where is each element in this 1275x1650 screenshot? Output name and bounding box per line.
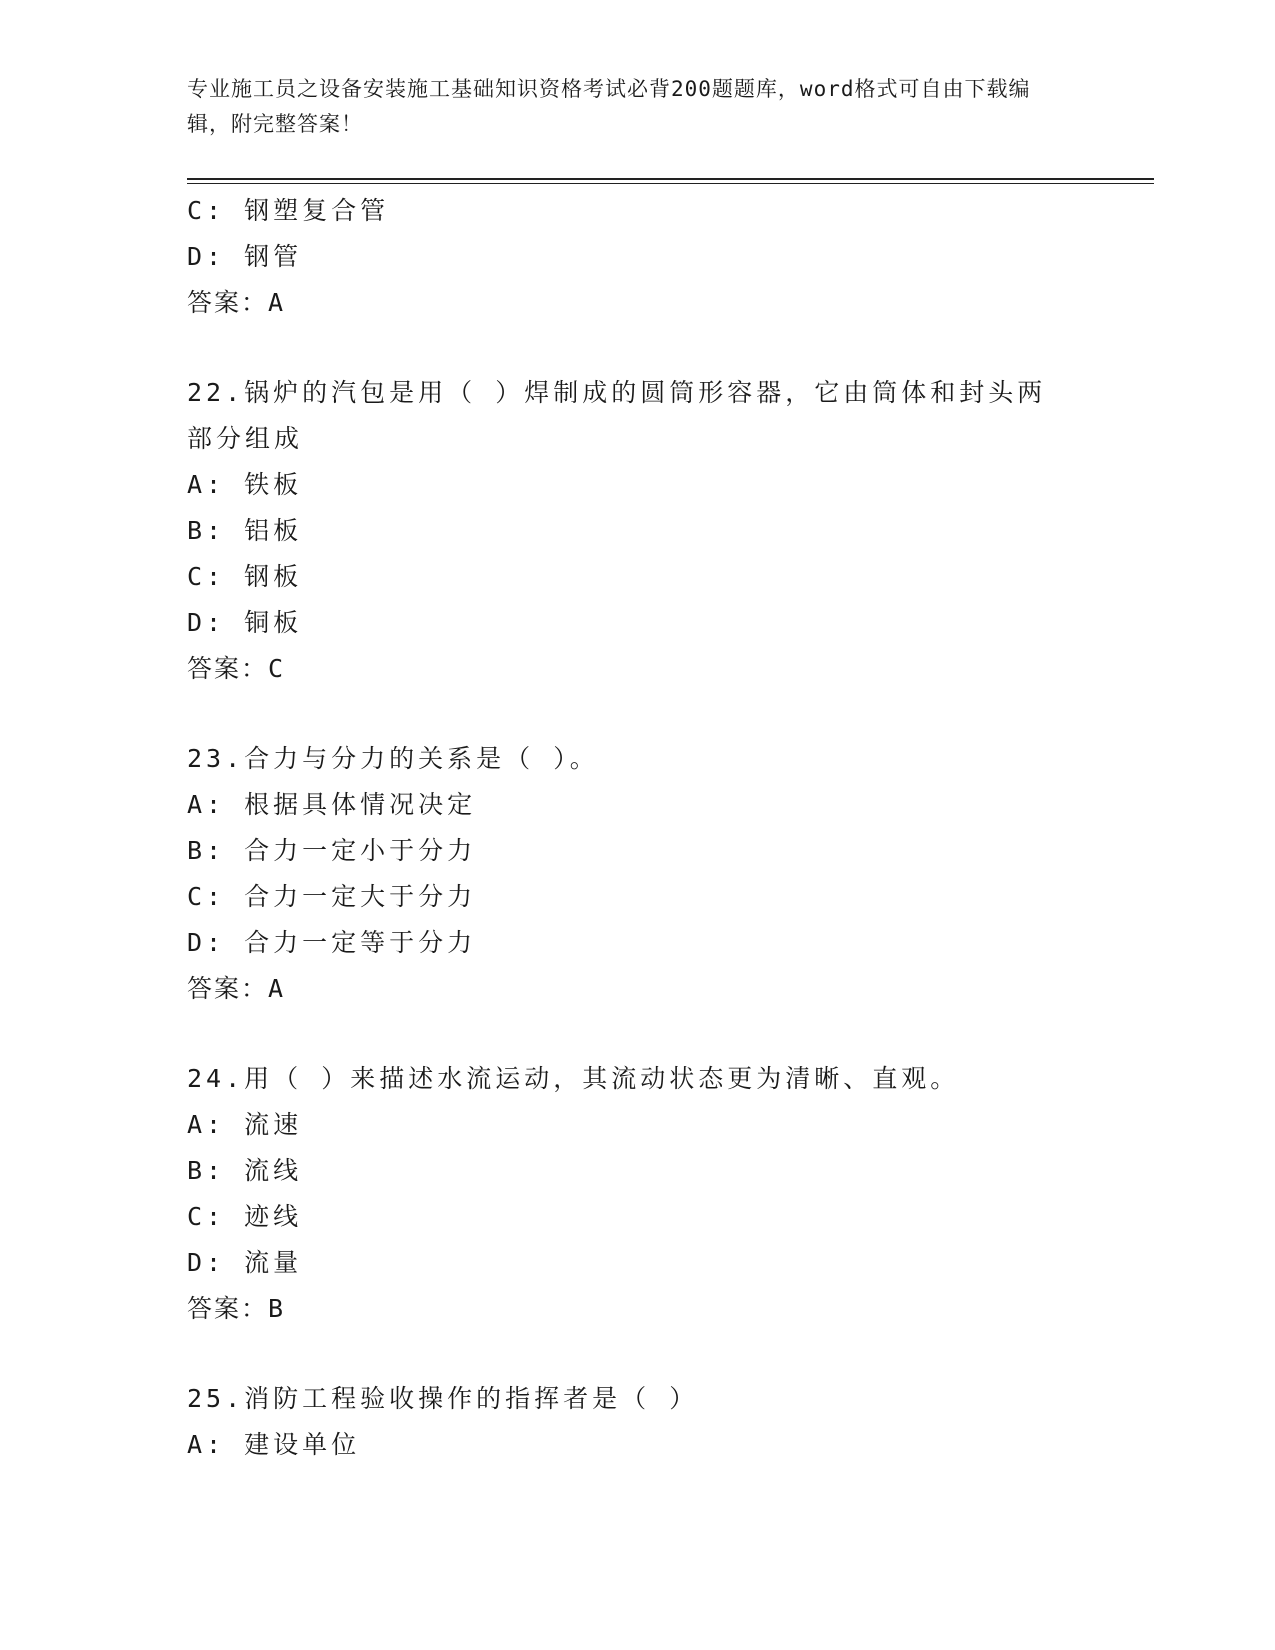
question-block (187, 1056, 1067, 1332)
header-divider-thick (187, 178, 1154, 180)
option-a: A: 建设单位 (187, 1430, 361, 1459)
option-b: B: 流线 (187, 1156, 303, 1185)
question-text: 25.消防工程验收操作的指挥者是（ ） (187, 1384, 699, 1413)
option-d: D: 流量 (187, 1248, 303, 1277)
question-text: 24.用（ ）来描述水流运动，其流动状态更为清晰、直观。 (187, 1064, 960, 1093)
question-block (187, 370, 1067, 692)
option-b: B: 合力一定小于分力 (187, 836, 477, 865)
option-c: C: 迹线 (187, 1202, 303, 1231)
question-block (187, 736, 1067, 1012)
page-header: 专业施工员之设备安装施工基础知识资格考试必背200题题库，word格式可自由下载编辑，附完整答案！ (187, 77, 1031, 136)
question-block (187, 188, 1067, 326)
option-d: D: 铜板 (187, 608, 303, 637)
answer-line: 答案：C (187, 654, 286, 683)
header-divider-thin (187, 183, 1154, 184)
option-c: C: 合力一定大于分力 (187, 882, 477, 911)
answer-line: 答案：A (187, 288, 286, 317)
question-block (187, 1376, 1067, 1468)
answer-line: 答案：A (187, 974, 286, 1003)
option-a: A: 流速 (187, 1110, 303, 1139)
option-c: C: 钢塑复合管 (187, 196, 390, 225)
question-text: 23.合力与分力的关系是（ ）。 (187, 744, 599, 773)
answer-line: 答案：B (187, 1294, 286, 1323)
question-text: 22.锅炉的汽包是用（ ）焊制成的圆筒形容器，它由筒体和封头两部分组成 (187, 378, 1047, 453)
option-d: D: 合力一定等于分力 (187, 928, 477, 957)
option-a: A: 铁板 (187, 470, 303, 499)
option-b: B: 铝板 (187, 516, 303, 545)
question-content (187, 188, 1067, 1468)
option-a: A: 根据具体情况决定 (187, 790, 477, 819)
option-c: C: 钢板 (187, 562, 303, 591)
option-d: D: 钢管 (187, 242, 303, 271)
